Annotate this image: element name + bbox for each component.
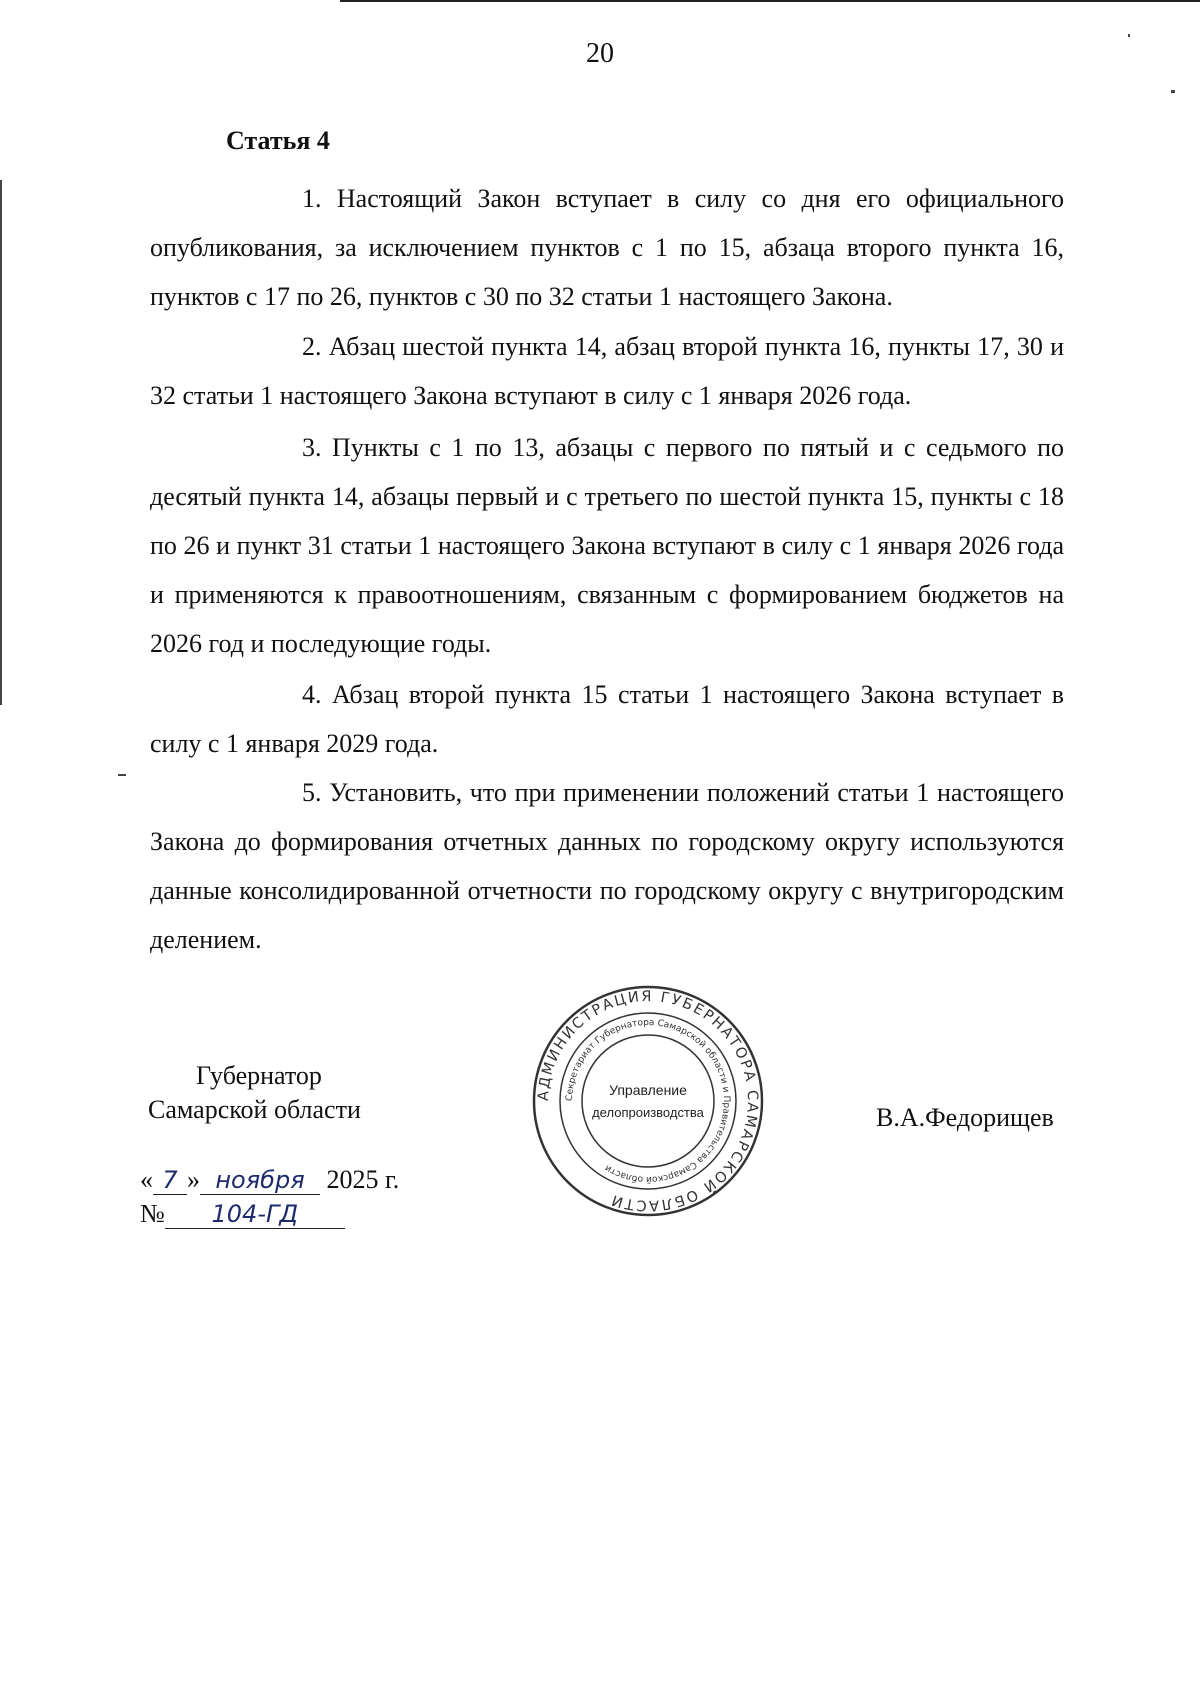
official-seal bbox=[530, 983, 766, 1219]
paragraph-text: Настоящий Закон вступает в силу со дня его официального опубликования, за исключением пунктов с 1 по 15, абзаца второго пункта 16, пунктов с 17 по 26, пунктов с 30 по 32 статьи 1 настоящего Закона. bbox=[150, 184, 1065, 311]
page-number: 20 bbox=[586, 38, 614, 69]
date-month: ноября bbox=[200, 1166, 320, 1195]
seal-outer-text: АДМИНИСТРАЦИЯ ГУБЕРНАТОРА САМАРСКОЙ ОБЛАСТИ bbox=[535, 988, 761, 1214]
paragraph-number: 2. bbox=[302, 332, 322, 361]
scan-speck bbox=[118, 774, 126, 776]
number-value: 104-ГД bbox=[165, 1200, 345, 1229]
signing-date bbox=[140, 1165, 399, 1195]
paragraph-number: 5. bbox=[302, 778, 322, 807]
seal-middle-ring bbox=[560, 1013, 736, 1189]
date-year: 2025 г. bbox=[326, 1165, 400, 1194]
signatory-title-line2: Самарской области bbox=[148, 1095, 361, 1124]
signatory-title bbox=[148, 1059, 361, 1127]
paragraph-number: 3. bbox=[302, 433, 322, 462]
seal-center-line2: делопроизводства bbox=[592, 1105, 704, 1120]
law-number bbox=[140, 1199, 345, 1229]
paragraph-5 bbox=[150, 768, 1064, 964]
paragraph-text: Абзац шестой пункта 14, абзац второй пункта 16, пункты 17, 30 и 32 статьи 1 настоящего Закона вступают в силу с 1 января 2026 года. bbox=[150, 332, 1065, 410]
paragraph-1 bbox=[150, 174, 1064, 321]
signatory-title-line1: Губернатор bbox=[196, 1061, 322, 1090]
scan-speck bbox=[1171, 90, 1175, 93]
paragraph-text: Установить, что при применении положений статьи 1 настоящего Закона до формирования отчетных данных по городскому округу используются данные консолидированной отчетности по городскому округу с внутригородским делением. bbox=[150, 778, 1064, 954]
date-open-quote: « bbox=[140, 1165, 153, 1194]
paragraph-4 bbox=[150, 670, 1064, 768]
paragraph-number: 4. bbox=[302, 680, 322, 709]
number-prefix: № bbox=[140, 1199, 165, 1228]
paragraph-number: 1. bbox=[302, 184, 322, 213]
top-border-line bbox=[340, 0, 1200, 2]
paragraph-text: Пункты с 1 по 13, абзацы с первого по пятый и с седьмого по десятый пункта 14, абзацы первый и с третьего по шестой пункта 15, пункты с 18 по 26 и пункт 31 статьи 1 настоящего Закона вступают в силу с 1 января 2026 года и применяются к правоотношениям, связанным с формированием бюджетов на 2026 год и последующие годы. bbox=[150, 433, 1064, 658]
signer-name: В.А.Федорищев bbox=[876, 1103, 1054, 1132]
date-day: 7 bbox=[153, 1166, 187, 1195]
paragraph-3 bbox=[150, 423, 1064, 668]
article-heading: Статья 4 bbox=[226, 126, 330, 155]
paragraph-text: Абзац второй пункта 15 статьи 1 настоящего Закона вступает в силу с 1 января 2029 года. bbox=[150, 680, 1065, 758]
scan-speck bbox=[1128, 34, 1130, 37]
paragraph-2 bbox=[150, 322, 1064, 420]
left-scan-margin-line bbox=[0, 180, 2, 705]
seal-inner-text: Секретариат Губернатора Самарской области и Правительства Самарской области bbox=[564, 1017, 732, 1185]
date-close-quote: » bbox=[187, 1165, 200, 1194]
seal-center-line1: Управление bbox=[609, 1082, 687, 1098]
seal-inner-ring bbox=[582, 1035, 714, 1167]
